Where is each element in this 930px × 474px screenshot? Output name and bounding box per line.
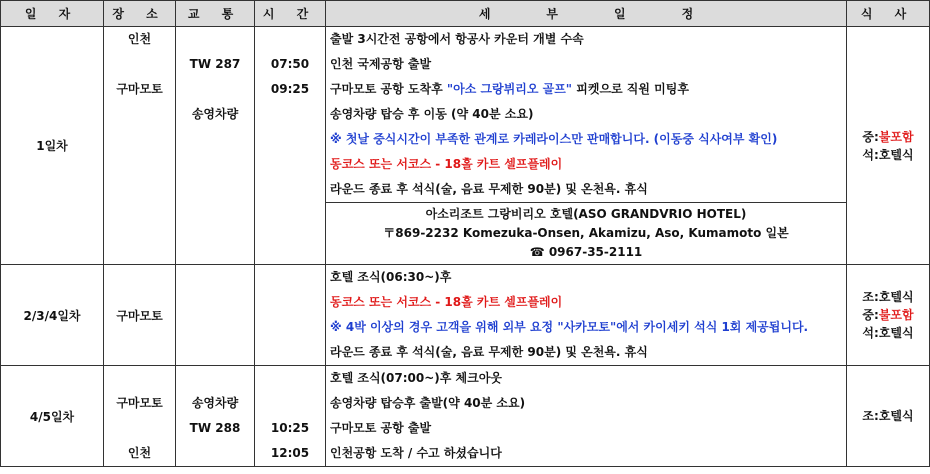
day45-transport-4	[176, 441, 254, 466]
day45-row	[1, 366, 930, 467]
header-detail	[326, 1, 847, 27]
day45-label: 4/5일차	[1, 366, 104, 467]
day1-detail-3	[326, 77, 846, 102]
header-transport: 교 통	[176, 1, 255, 27]
day45-detail-1: 호텔 조식(07:00~)후 체크아웃	[330, 371, 502, 385]
day1-detail-7: 라운드 종료 후 석식(술, 음료 무제한 90분) 및 온천욕. 휴식	[330, 182, 648, 196]
day234-detail-1: 호텔 조식(06:30~)후	[330, 270, 452, 284]
hotel-phone: ☎ 0967-35-2111	[529, 245, 643, 259]
day1-transport-3	[176, 77, 254, 102]
day45-detail-4: 인천공항 도착 / 수고 하셨습니다	[330, 446, 502, 460]
day45-time-4: 12:05	[270, 446, 310, 460]
day1-detail-6: 동코스 또는 서코스 - 18홀 카트 셀프플레이	[330, 157, 563, 171]
day1-detail-1: 출발 3시간전 공항에서 항공사 카운터 개별 수속	[330, 32, 584, 46]
day45-time-2	[255, 391, 325, 416]
day45-meals	[847, 366, 930, 467]
day1-time-2: 07:50	[270, 57, 310, 71]
header-detail-4: 정	[681, 7, 694, 21]
header-detail-2: 부	[546, 7, 558, 21]
header-time: 시 간	[255, 1, 326, 27]
day234-detail-3: ※ 4박 이상의 경우 고객을 위해 외부 요정 "사카모토"에서 카이세키 석식 1회 제공됩니다.	[330, 320, 809, 334]
day1-time-1	[255, 27, 325, 52]
day1-transport-2: TW 287	[189, 57, 241, 71]
header-row	[1, 1, 930, 27]
header-detail-1: 세	[478, 7, 491, 21]
day1-detail-4: 송영차량 탑승 후 이동 (약 40분 소요)	[330, 107, 534, 121]
day234-meal-2: 중:불포함	[862, 308, 914, 322]
day1-place-4	[104, 102, 175, 127]
day1-place-3: 구마모토	[116, 82, 163, 96]
day45-transport-2: 송영차량	[191, 396, 239, 410]
day45-times	[255, 366, 326, 467]
header-place: 장 소	[104, 1, 176, 27]
hotel-name: 아소리조트 그랑비리오 호텔(ASO GRANDVRIO HOTEL)	[425, 207, 747, 221]
day45-meal-1: 조:호텔식	[862, 409, 914, 423]
day234-label: 2/3/4일차	[1, 265, 104, 366]
day45-detail-3: 구마모토 공항 출발	[330, 421, 432, 435]
day1-place-1: 인천	[127, 32, 152, 46]
day1-label: 1일차	[1, 27, 104, 265]
day1-row	[1, 27, 930, 203]
day1-details	[326, 27, 847, 203]
header-meal: 식 사	[847, 1, 930, 27]
day1-meal-1: 중:불포함	[862, 129, 914, 144]
day234-row	[1, 265, 930, 366]
header-detail-3: 일	[614, 7, 626, 21]
day1-hotel	[326, 203, 847, 265]
day1-place-2	[104, 52, 175, 77]
day1-times	[255, 27, 326, 265]
day45-place-3	[104, 416, 175, 441]
day1-detail-3-highlight: "아소 그랑뷔리오 골프"	[446, 82, 573, 96]
day45-place-4: 인천	[127, 446, 152, 460]
day234-details	[326, 265, 847, 366]
day45-transport-1	[176, 366, 254, 391]
day1-meals	[847, 27, 930, 265]
day234-time	[255, 265, 326, 366]
day234-transport	[176, 265, 255, 366]
day45-transports	[176, 366, 255, 467]
day234-meal-1: 조:호텔식	[862, 290, 914, 304]
day1-transport-1	[176, 27, 254, 52]
day1-places	[104, 27, 176, 265]
day1-time-3: 09:25	[270, 82, 310, 96]
header-day: 일 자	[1, 1, 104, 27]
day1-meal-2: 석:호텔식	[862, 147, 914, 162]
day234-detail-4: 라운드 종료 후 석식(술, 음료 무제한 90분) 및 온천욕. 휴식	[330, 345, 648, 359]
day45-place-1	[104, 366, 175, 391]
day234-place: 구마모토	[104, 265, 176, 366]
day45-place-2: 구마모토	[116, 396, 163, 410]
day234-detail-2: 동코스 또는 서코스 - 18홀 카트 셀프플레이	[330, 295, 563, 309]
day1-transports	[176, 27, 255, 265]
day45-places	[104, 366, 176, 467]
day45-detail-2: 송영차량 탑승후 출발(약 40분 소요)	[330, 396, 526, 410]
day45-details	[326, 366, 847, 467]
day1-detail-2: 인천 국제공항 출발	[330, 57, 432, 71]
day45-transport-3: TW 288	[189, 421, 241, 435]
day234-meals	[847, 265, 930, 366]
day1-detail-3-pre: 구마모토 공항 도착후	[330, 82, 447, 96]
day1-detail-5: ※ 첫날 중식시간이 부족한 관계로 카레라이스만 판매합니다. (이동중 식사여부 확인)	[330, 132, 778, 146]
day45-time-3: 10:25	[270, 421, 310, 435]
day45-time-1	[255, 366, 325, 391]
day234-meal-3: 석:호텔식	[862, 326, 914, 340]
hotel-address: 〒869-2232 Komezuka-Onsen, Akamizu, Aso, Kumamoto 일본	[383, 226, 789, 240]
day1-detail-3-post: 피켓으로 직원 미팅후	[572, 82, 689, 96]
day1-transport-4: 송영차량	[191, 107, 239, 121]
